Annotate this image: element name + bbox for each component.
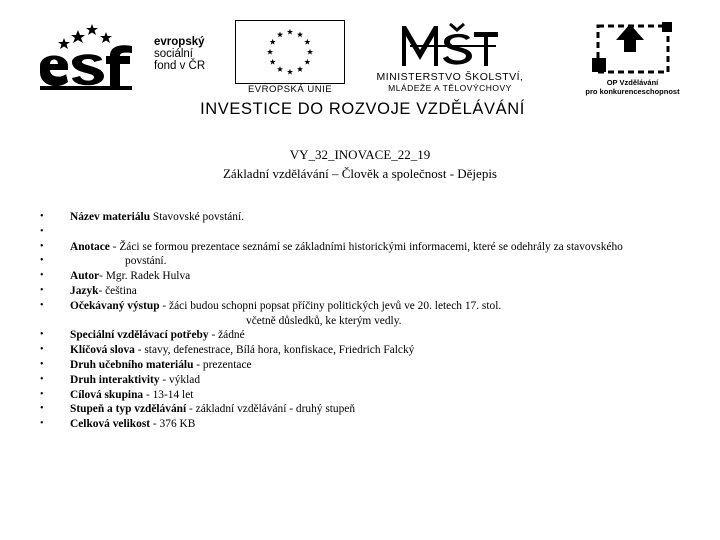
eu-star-icon [277, 66, 283, 72]
item-label: Anotace [70, 240, 110, 253]
list-item [40, 402, 700, 417]
item-value: - základní vzdělávání - druhý stupeň [186, 403, 356, 416]
op-line-1: OP Vzdělávání [606, 78, 659, 87]
item-label: Autor [70, 270, 100, 283]
item-value-continued: povstání. [125, 255, 167, 268]
esf-mark-icon [36, 22, 148, 92]
list-item [40, 417, 700, 432]
esf-line-2: sociální [154, 48, 193, 60]
esf-line-3: fond v ČR [154, 60, 206, 72]
item-label: Název materiálu [70, 211, 151, 223]
list-item [40, 388, 700, 403]
eu-star-icon [270, 39, 276, 45]
item-value-continued: včetně důsledků, ke kterým vedly. [246, 314, 402, 327]
eu-flag-icon [235, 20, 345, 84]
op-logo-text [570, 78, 695, 96]
item-value: - 376 KB [150, 418, 196, 431]
list-item [40, 240, 700, 255]
esf-logo-text [154, 36, 205, 72]
eu-label: EVROPSKÁ UNIE [247, 84, 333, 95]
eu-star-icon [287, 69, 293, 75]
msmt-line-2: MLÁDEŽE A TĚLOVÝCHOVY [388, 83, 512, 93]
item-label: Očekávaný výstup [70, 299, 160, 312]
item-value: - výklad [159, 373, 201, 386]
op-line-2: pro konkurenceschopnost [585, 87, 680, 96]
eu-star-icon [297, 66, 303, 72]
eu-star-icon [270, 59, 276, 65]
metadata-list [40, 210, 700, 432]
list-item [40, 254, 700, 269]
material-code: VY_32_INOVACE_22_19 [289, 147, 431, 162]
msmt-logo [350, 16, 550, 100]
item-value: - žádné [208, 329, 245, 342]
msmt-line-1: MINISTERSTVO ŠKOLSTVÍ, [376, 71, 524, 83]
document-heading [0, 145, 720, 183]
item-value: - žáci budou schopni popsat příčiny politických jevů ve 20. letech 17. stol. [159, 299, 502, 312]
item-label: Celková velikost [70, 418, 151, 431]
esf-line-1: evropský [154, 36, 205, 48]
item-value: Stavovské povstání. [150, 211, 244, 223]
item-label: Druh interaktivity [70, 373, 160, 386]
item-value: - stavy, defenestrace, Bílá hora, konfiskace, Friedrich Falcký [134, 344, 415, 357]
eu-star-icon [307, 49, 313, 55]
list-item [40, 343, 700, 358]
list-item [40, 328, 700, 343]
list-item-continued [40, 314, 700, 329]
eu-star-icon [297, 31, 303, 37]
item-label: Cílová skupina [70, 388, 144, 401]
list-item [40, 284, 700, 299]
eu-star-icon [287, 29, 293, 35]
item-label: Stupeň a typ vzdělávání [70, 403, 187, 416]
op-mark-icon [570, 20, 695, 78]
logo-banner [30, 8, 695, 120]
item-label: Speciální vzdělávací potřeby [70, 329, 209, 342]
msmt-mark-icon [350, 16, 550, 72]
msmt-logo-text [350, 72, 550, 94]
item-label: Klíčová slova [70, 344, 135, 357]
eu-star-icon [277, 31, 283, 37]
op-logo [570, 20, 695, 106]
list-item [40, 373, 700, 388]
item-label: Druh učebního materiálu [70, 358, 194, 371]
item-value: - Mgr. Radek Hulva [99, 270, 191, 283]
eu-star-icon [304, 59, 310, 65]
item-value: - 13-14 let [143, 388, 194, 401]
list-item [40, 358, 700, 373]
document-subtitle: Základní vzdělávání – Člověk a společnost - Dějepis [222, 166, 497, 181]
item-value: - Žáci se formou prezentace seznámí se základními historickými informacemi, které se odehrály za stavovského [109, 240, 623, 253]
eu-star-icon [267, 49, 273, 55]
item-value: - čeština [98, 284, 137, 297]
esf-logo [36, 22, 226, 92]
eu-logo [235, 20, 345, 98]
list-item [40, 299, 700, 314]
list-item [40, 210, 700, 225]
investice-title: INVESTICE DO ROZVOJE VZDĚLÁVÁNÍ [200, 100, 525, 118]
eu-star-icon [304, 39, 310, 45]
item-label: Jazyk [70, 284, 99, 297]
list-item [40, 269, 700, 284]
item-value: - prezentace [193, 358, 252, 371]
list-item [40, 225, 700, 240]
